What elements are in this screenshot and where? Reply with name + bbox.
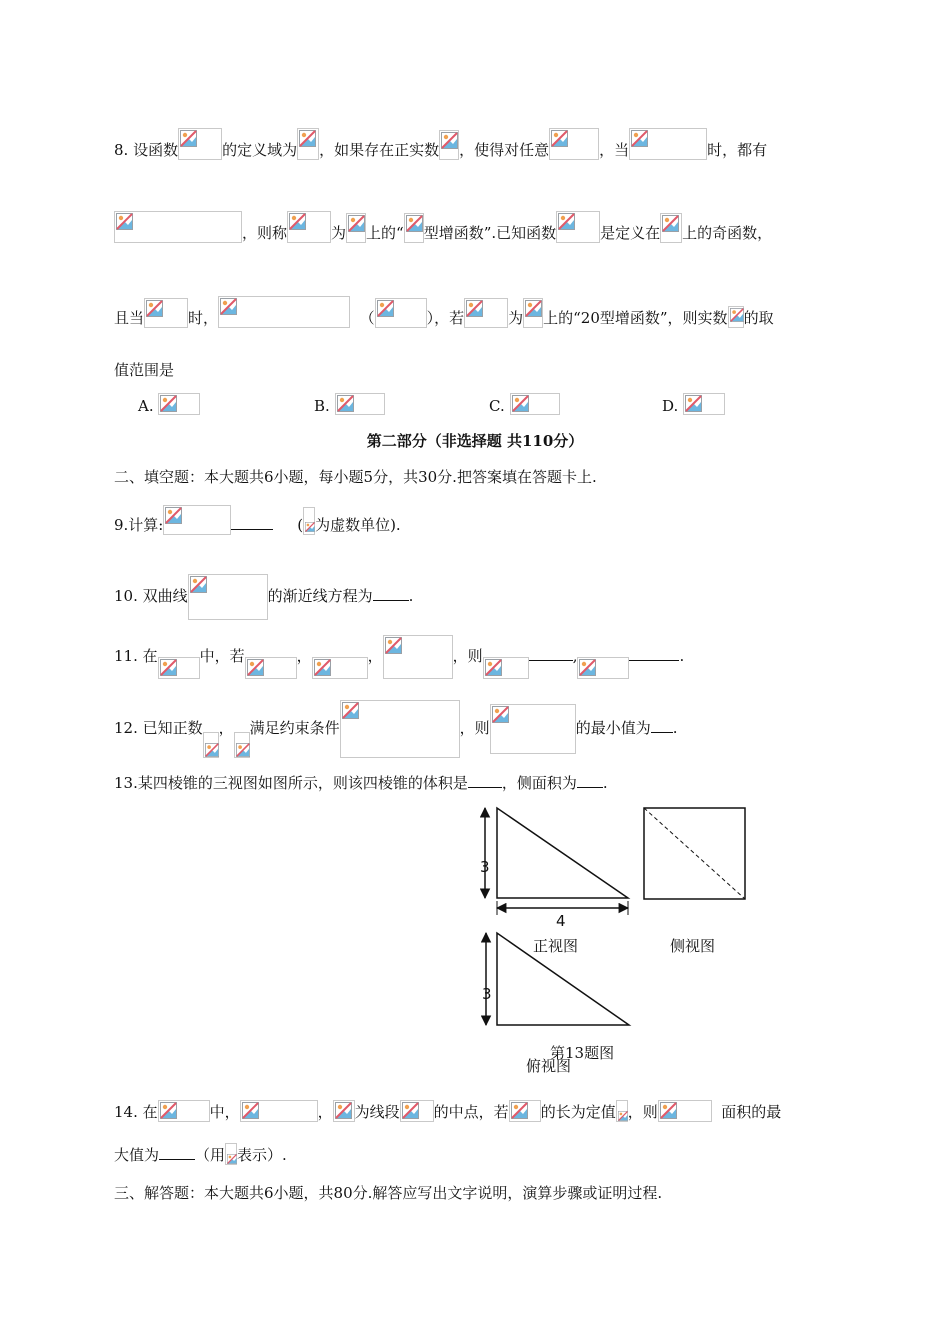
q14-text: 的中点，若 — [433, 1103, 509, 1121]
q12-text: ， — [218, 719, 234, 737]
front-view-caption: 正视图 — [533, 937, 579, 955]
formula-image — [658, 1100, 712, 1122]
q11-text: ， — [296, 647, 312, 665]
q12-text: ，则 — [459, 719, 490, 737]
front-width-label: 4 — [556, 912, 566, 930]
formula-image — [225, 1143, 237, 1165]
q13-text: 体积是 — [422, 774, 468, 792]
q9-text: 9.计算: — [114, 516, 164, 534]
section2-instructions: 二、填空题：本大题共6小题，每小题5分，共30分.把答案填在答题卡上. — [114, 468, 597, 486]
figure-caption: 第13题图 — [550, 1044, 615, 1062]
broken-image-icon — [402, 1102, 419, 1119]
q8-text: 为 — [508, 309, 524, 327]
q9-text: 为虚数单位). — [315, 516, 401, 534]
q14-line1 — [114, 1100, 781, 1122]
q12-text: . 已知正数 — [133, 719, 203, 737]
q14-text: 面积的最 — [721, 1103, 782, 1121]
formula-image — [509, 1100, 541, 1122]
part2-title: 第二部分（非选择题 共110分） — [366, 432, 584, 450]
q14-text: 中， — [209, 1103, 240, 1121]
q8-text: ），若 — [426, 309, 465, 327]
option-label: B. — [314, 397, 330, 415]
front-height-label: 3 — [480, 858, 490, 876]
q8-text: ，则称 — [242, 224, 288, 242]
formula-image — [616, 1100, 628, 1122]
q8-text: ，如果存在正实数 — [319, 141, 440, 159]
q14-text: 大值为 — [114, 1146, 160, 1164]
q8-text: 上的奇函数， — [682, 224, 773, 242]
q12-text: . — [672, 719, 678, 737]
top-height-label: 3 — [482, 985, 492, 1003]
q11-text: , — [572, 647, 578, 665]
q8-text: 且当 — [114, 309, 145, 327]
front-view-triangle — [497, 808, 628, 898]
q13-text: 13.某四棱锥的三视图如图所示，则该四棱锥的 — [114, 774, 423, 792]
formula-image — [158, 1100, 210, 1122]
broken-image-icon — [160, 1102, 177, 1119]
section3-instructions: 三、解答题：本大题共6小题，共80分.解答应写出文字说明，演算步骤或证明过程. — [114, 1184, 663, 1202]
option-label: A. — [138, 397, 154, 415]
q11-text: 中，若 — [199, 647, 245, 665]
q8-text: 上的“20型增函数”，则实数 — [543, 309, 728, 327]
q8-text: 8. 设函数 — [114, 141, 179, 159]
q14-text: ， — [317, 1103, 333, 1121]
q14-text: 的长为定值 — [540, 1103, 616, 1121]
q14-text: 为线段 — [354, 1103, 400, 1121]
q10-text: 的渐近线方程为 — [267, 587, 373, 605]
q12-text: 满足约束条件 — [249, 719, 340, 737]
q8-text: 的取 — [743, 309, 774, 327]
formula-image — [400, 1100, 434, 1122]
q11-text: 11. 在 — [114, 647, 158, 665]
q8-text: 时， — [188, 309, 219, 327]
broken-image-icon — [618, 1111, 628, 1121]
q11-text: ， — [367, 647, 383, 665]
q9-text: ( — [297, 516, 304, 534]
q8-text: 为 — [331, 224, 347, 242]
q8-text: ，使得对任意 — [459, 141, 550, 159]
q12-text: 的最小值为 — [575, 719, 651, 737]
option-label: D. — [662, 397, 679, 415]
q14-line2 — [114, 1143, 287, 1165]
option-label: C. — [489, 397, 505, 415]
q8-line4: 值范围是 — [114, 361, 175, 379]
broken-image-icon — [227, 1154, 237, 1164]
broken-image-icon — [511, 1102, 528, 1119]
answer-blank — [159, 1158, 195, 1160]
q8-text: 上的“ — [366, 224, 404, 242]
q8-text: 型增函数”.已知函数 — [423, 224, 557, 242]
q8-text: 时，都有 — [707, 141, 768, 159]
formula-image — [333, 1100, 355, 1122]
formula-image — [240, 1100, 318, 1122]
q11-text: . — [679, 647, 685, 665]
q14-text: 14. 在 — [114, 1103, 158, 1121]
q13-text: . — [602, 774, 608, 792]
top-view-caption: 俯视图 — [526, 1057, 572, 1075]
q10-text: 10. 双曲线 — [114, 587, 188, 605]
side-view-dashed-diagonal — [644, 808, 745, 899]
q8-text: （ — [359, 309, 375, 327]
q10-text: . — [408, 587, 414, 605]
q8-text: ，当 — [599, 141, 630, 159]
q11-text: ，则 — [452, 647, 483, 665]
q14-text: 表示）. — [237, 1146, 287, 1164]
q14-text: （用 — [195, 1146, 226, 1164]
q8-text: 的定义域为 — [222, 141, 298, 159]
q8-text: 是定义在 — [600, 224, 661, 242]
q12-text: 12 — [114, 719, 134, 737]
q14-text: ，则 — [627, 1103, 658, 1121]
q13-text: ，侧面积为 — [501, 774, 577, 792]
broken-image-icon — [242, 1102, 259, 1119]
broken-image-icon — [660, 1102, 677, 1119]
broken-image-icon — [335, 1102, 352, 1119]
side-view-caption: 侧视图 — [670, 937, 716, 955]
